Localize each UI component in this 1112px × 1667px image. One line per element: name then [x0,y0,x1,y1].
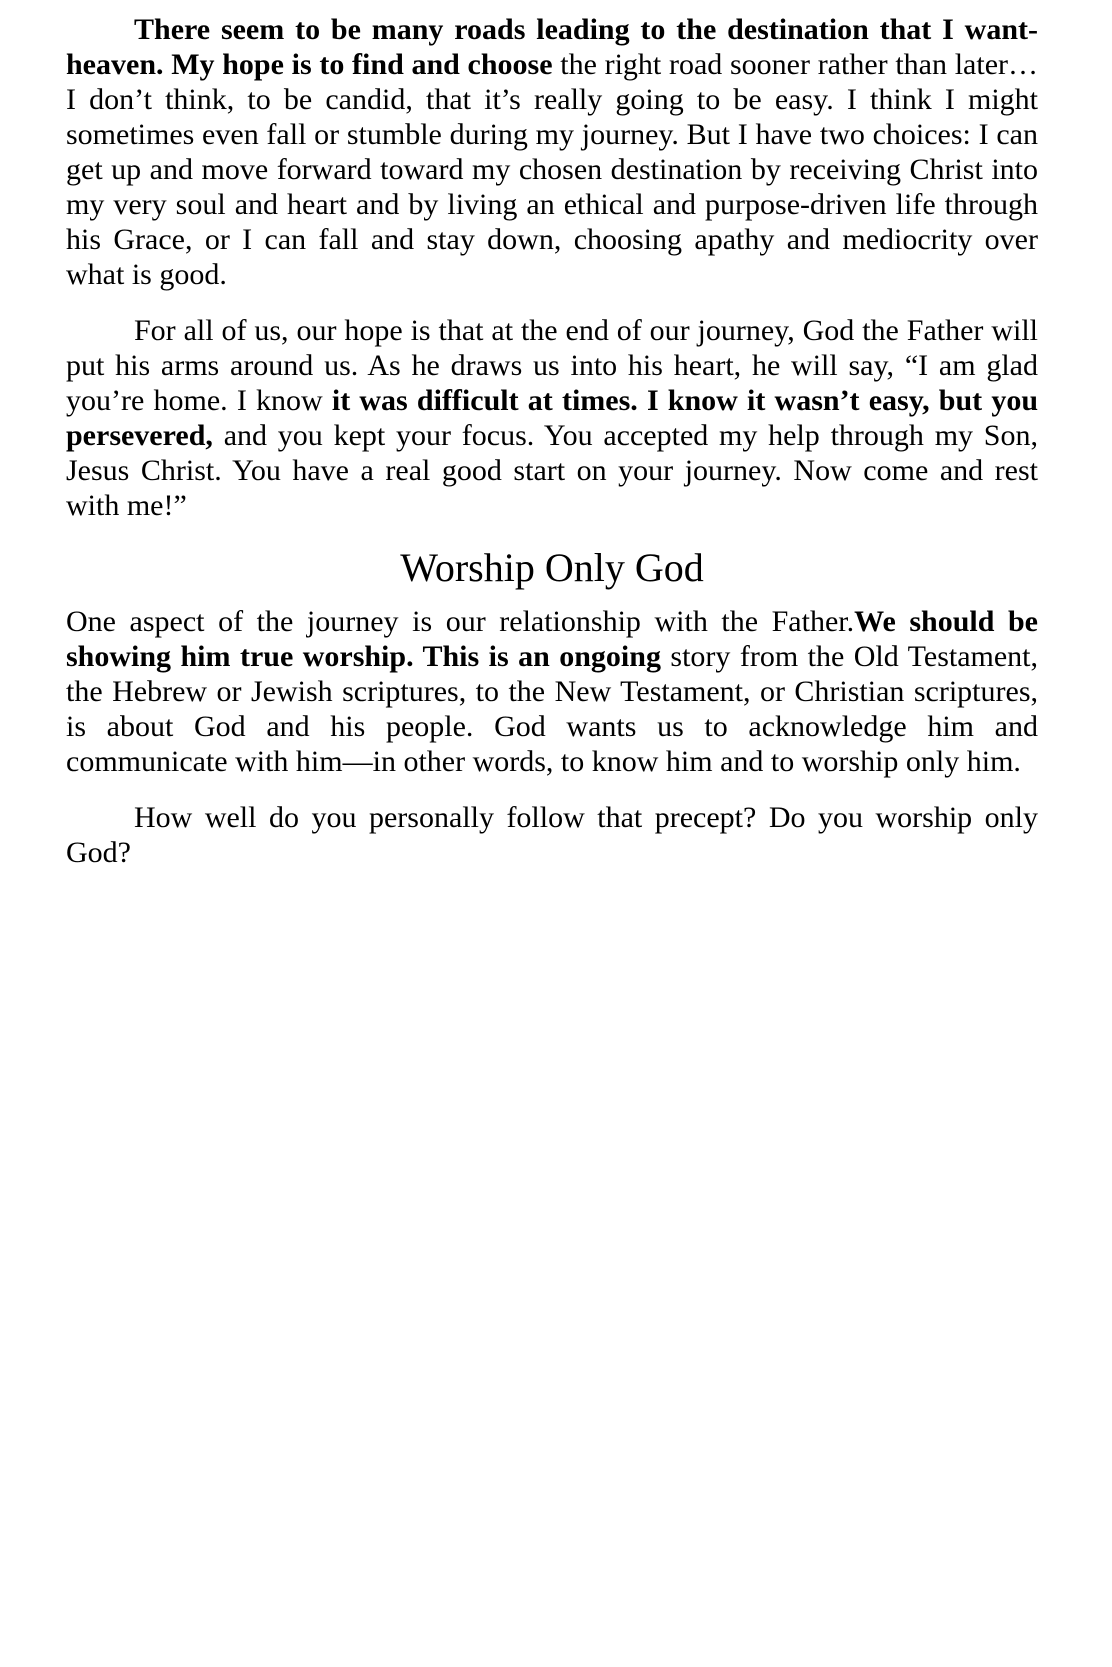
paragraph [66,313,1038,523]
text-run: One aspect of the journey is our relationship with the Father. [66,605,855,638]
paragraph [66,800,1038,870]
bold-text-run: We should be showing him true worship. This is an ongoing [66,605,1038,673]
bold-text-run: it was difficult at times. I know it wasn’t easy, but you persevered, [66,384,1038,452]
text-run: How well do you personally follow that precept? Do you worship only God? [66,801,1038,869]
paragraph [66,604,1038,779]
text-run: and you kept your focus. You accepted my help through my Son, Jesus Christ. You have a real good start on your journey. Now come and rest with me!” [66,419,1038,522]
text-run: the right road sooner rather than later… I don’t think, to be candid, that it’s really going to be easy. I think I might sometimes even fall or stumble during my journey. But I have two choices: I can get up and move forward toward my chosen destination by receiving Christ into my very soul and heart and by living an ethical and purpose-driven life through his Grace, or I can fall and stay down, choosing apathy and mediocrity over what is good. [66,48,1038,291]
text-run: For all of us, our hope is that at the end of our journey, God the Father will put his arms around us. As he draws us into his heart, he will say, “I am glad you’re home. I know [66,314,1038,417]
page-content [66,12,1038,891]
bold-text-run: There seem to be many roads leading to the destination that I want-heaven. My hope is to find and choose [66,13,1038,81]
paragraph [66,12,1038,292]
section-heading: Worship Only God [400,545,704,590]
text-run: story from the Old Testament, the Hebrew or Jewish scriptures, to the New Testament, or Christian scriptures, is about God and his people. God wants us to acknowledge him and communicate with him—in other words, to know him and to worship only him. [66,640,1038,778]
